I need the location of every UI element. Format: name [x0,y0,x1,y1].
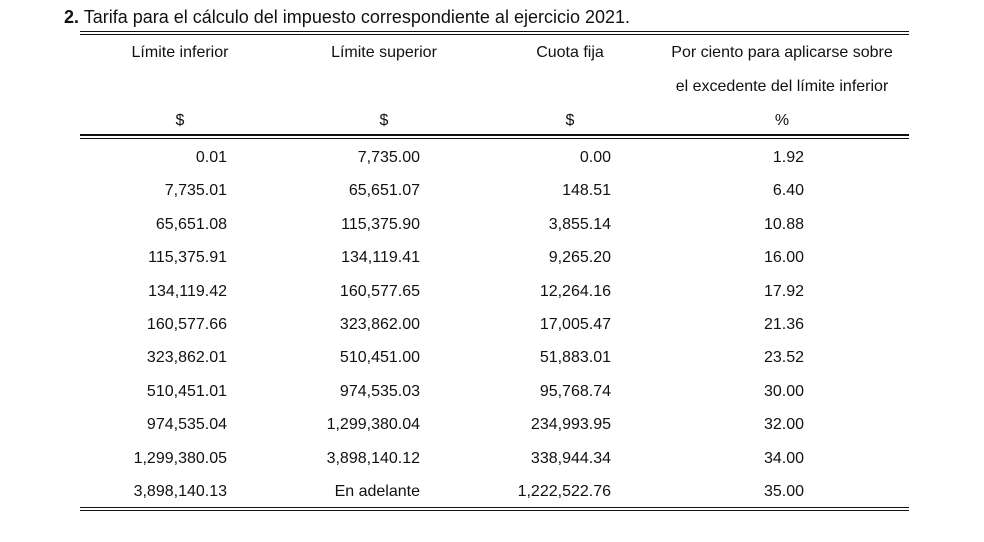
table-cell: 17.92 [763,283,804,300]
table-cell: 115,375.90 [341,216,420,233]
table-cell: 148.51 [562,182,611,199]
table-cell: 23.52 [763,349,804,366]
table-cell: 21.36 [763,316,804,333]
table-cell: En adelante [334,483,420,500]
unit-col1: $ [379,112,389,129]
table-cell: 65,651.08 [155,216,227,233]
unit-col3: % [774,112,790,129]
table-cell: 1,299,380.04 [326,416,420,433]
header-por-ciento-line1: Por ciento para aplicarse sobre [671,44,893,61]
table-cell: 974,535.03 [339,383,420,400]
table-cell: 323,862.00 [339,316,420,333]
table-cell: 134,119.42 [148,283,227,300]
header-limite-inferior: Límite inferior [131,44,229,61]
table-cell: 115,375.91 [148,249,227,266]
table-cell: 34.00 [763,450,804,467]
table-cell: 95,768.74 [539,383,611,400]
table-cell: 0.01 [195,149,227,166]
table-cell: 1,222,522.76 [517,483,611,500]
table-cell: 974,535.04 [146,416,227,433]
unit-col0: $ [175,112,185,129]
table-cell: 338,944.34 [530,450,611,467]
title-text: Tarifa para el cálculo del impuesto correspondiente al ejercicio 2021. [83,7,631,27]
table-cell: 35.00 [763,483,804,500]
page-title [64,6,630,28]
header-cuota-fija: Cuota fija [536,44,604,61]
table-cell: 10.88 [763,216,804,233]
table-cell: 3,898,140.13 [133,483,227,500]
table-cell: 1,299,380.05 [133,450,227,467]
title-number: 2. [64,7,80,27]
table-cell: 510,451.00 [339,349,420,366]
table-cell: 134,119.41 [341,249,420,266]
table-cell: 234,993.95 [530,416,611,433]
table-cell: 9,265.20 [548,249,611,266]
table-cell: 0.00 [579,149,611,166]
table-cell: 1.92 [772,149,804,166]
header-rule [80,134,909,139]
table-cell: 17,005.47 [539,316,611,333]
header-por-ciento-line2: el excedente del límite inferior [675,78,889,95]
table-cell: 3,898,140.12 [326,450,420,467]
table-cell: 30.00 [763,383,804,400]
table-cell: 16.00 [763,249,804,266]
table-cell: 12,264.16 [539,283,611,300]
table-cell: 323,862.01 [146,349,227,366]
top-rule [80,31,909,35]
table-cell: 510,451.01 [146,383,227,400]
unit-col2: $ [565,112,575,129]
table-cell: 65,651.07 [348,182,420,199]
table-cell: 3,855.14 [548,216,611,233]
table-cell: 160,577.65 [339,283,420,300]
table-cell: 160,577.66 [146,316,227,333]
table-cell: 7,735.00 [357,149,420,166]
table-cell: 32.00 [763,416,804,433]
header-limite-superior: Límite superior [331,44,437,61]
table-cell: 7,735.01 [164,182,227,199]
bottom-rule [80,507,909,511]
table-cell: 51,883.01 [539,349,611,366]
table-cell: 6.40 [772,182,804,199]
